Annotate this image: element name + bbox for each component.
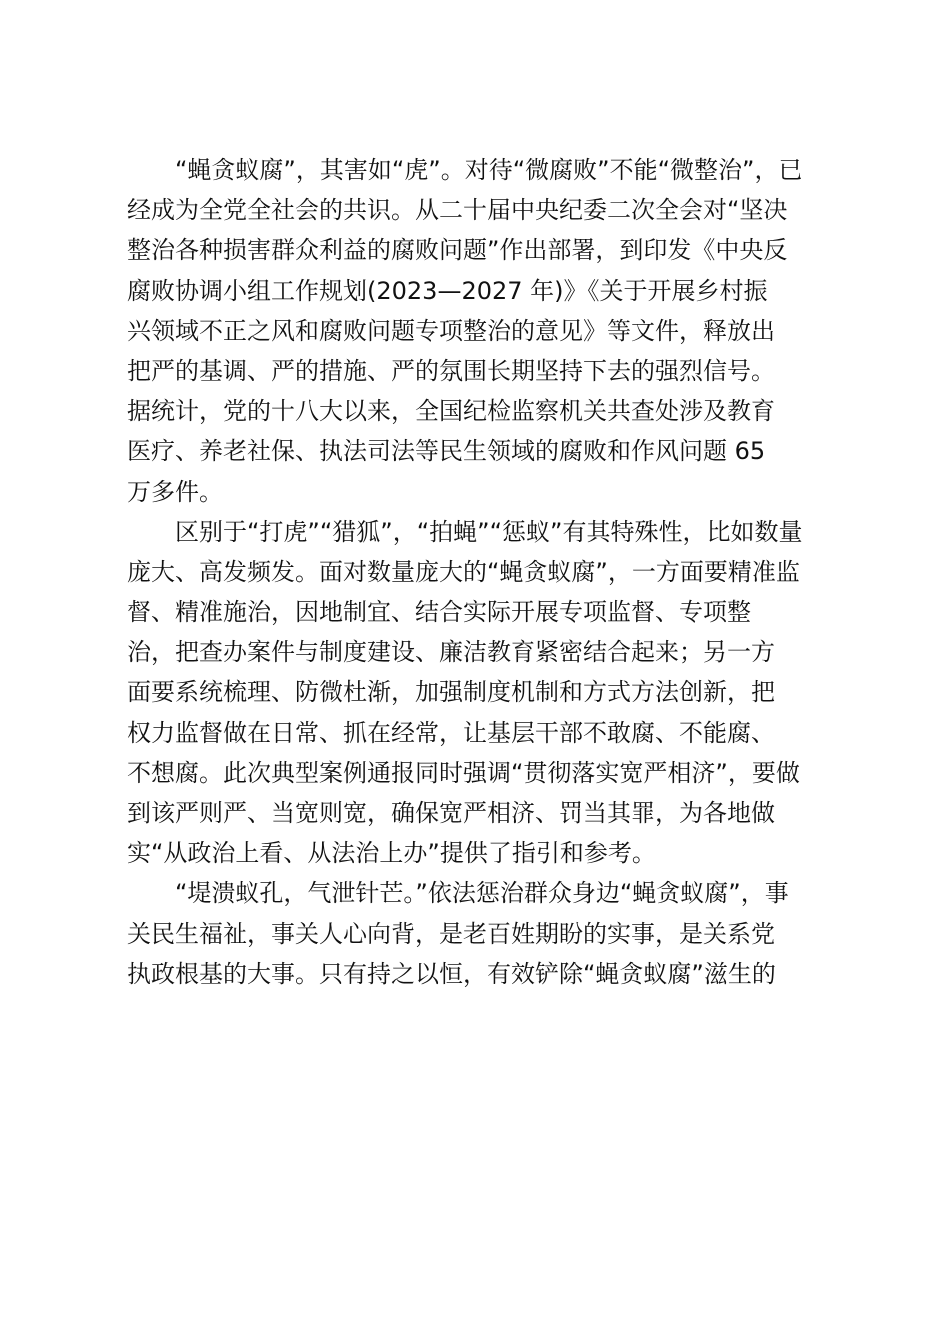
text-line: 关民生福祉，事关人心向背，是老百姓期盼的实事，是关系党 [127, 919, 775, 948]
paragraph-3 [127, 873, 837, 994]
text-line: 万多件。 [127, 477, 223, 506]
text-line: 据统计，党的十八大以来，全国纪检监察机关共查处涉及教育 [127, 397, 775, 426]
text-line: 执政根基的大事。只有持之以恒，有效铲除“蝇贪蚁腐”滋生的 [127, 959, 776, 988]
text-line: 腐败协调小组工作规划(2023—2027 年)》《关于开展乡村振 [127, 276, 768, 305]
text-line: 庞大、高发频发。面对数量庞大的“蝇贪蚁腐”，一方面要精准监 [127, 557, 800, 586]
text-line: 经成为全党全社会的共识。从二十届中央纪委二次全会对“坚决 [127, 196, 788, 225]
text-line: 把严的基调、严的措施、严的氛围长期坚持下去的强烈信号。 [127, 356, 775, 385]
text-line: 权力监督做在日常、抓在经常，让基层干部不敢腐、不能腐、 [127, 718, 775, 747]
text-line: 治，把查办案件与制度建设、廉洁教育紧密结合起来；另一方 [127, 638, 775, 667]
text-line: 督、精准施治，因地制宜、结合实际开展专项监督、专项整 [127, 598, 751, 627]
paragraph-1 [127, 150, 837, 512]
paragraph-2 [127, 512, 837, 874]
text-line: “堤溃蚁孔，气泄针芒。”依法惩治群众身边“蝇贪蚁腐”，事 [175, 879, 789, 908]
text-line: “蝇贪蚁腐”，其害如“虎”。对待“微腐败”不能“微整治”，已 [175, 156, 803, 184]
text-line: 整治各种损害群众利益的腐败问题”作出部署，到印发《中央反 [127, 236, 788, 265]
text-line: 医疗、养老社保、执法司法等民生领域的腐败和作风问题 65 [127, 437, 766, 466]
document-body [127, 150, 837, 994]
text-line: 兴领域不正之风和腐败问题专项整治的意见》等文件，释放出 [127, 316, 775, 345]
text-line: 到该严则严、当宽则宽，确保宽严相济、罚当其罪，为各地做 [127, 799, 775, 827]
text-line: 不想腐。此次典型案例通报同时强调“贯彻落实宽严相济”，要做 [127, 758, 800, 787]
text-line: 面要系统梳理、防微杜渐，加强制度机制和方式方法创新，把 [127, 678, 775, 707]
text-line: 区别于“打虎”“猎狐”，“拍蝇”“惩蚁”有其特殊性，比如数量 [175, 517, 803, 546]
text-line: 实“从政治上看、从法治上办”提供了指引和参考。 [127, 839, 656, 868]
